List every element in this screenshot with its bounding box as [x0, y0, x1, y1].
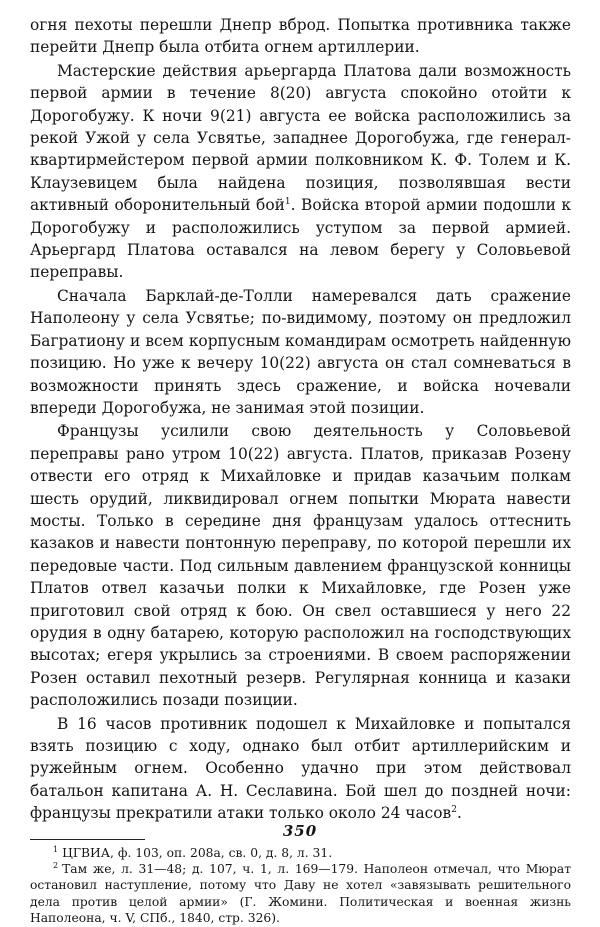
paragraph-4 — [30, 420, 571, 711]
footnote-ref-2[interactable]: 2 — [451, 805, 457, 816]
paragraph-1-text: огня пехоты перешли Днепр вброд. Попытка противника также перейти Днепр была отбита огнем артиллерии. — [30, 16, 571, 57]
paragraph-3-text: Сначала Барклай-де-Толли намеревался дать сражение Наполеону у села Усвятье; по-видимому, поэтому он предложил Багратиону и всем корпусным командирам осмотреть найденную позицию. Но уже к вечеру 10(22) августа он стал сомневаться в возможности принять здесь сражение, и войска ночевали впереди Дорогобужа, не занимая этой позиции. — [30, 286, 571, 417]
footnote-1-mark: 1 — [53, 844, 59, 854]
footnote-ref-1[interactable]: 1 — [284, 197, 291, 208]
paragraph-2 — [30, 60, 571, 284]
footnote-2 — [30, 861, 571, 927]
paragraph-2-text: Мастерские действия арьергарда Платова дали возможность первой армии в течение 8(20) августа спокойно отойти к Дорогобужу. К ночи 9(21) августа ее войска расположились за рекой Ужой у села Усвятье, западнее Дорогобужа, где генерал-квартирмейстером первой армии полковником К. Ф. Толем и К. Клаузевицем была найдена позиция, позволявшая вести активный оборонительный бой — [30, 61, 571, 215]
paragraph-5-text-after: . — [456, 804, 462, 823]
footnote-2-text: Там же, л. 31—48; д. 107, ч. 1, л. 169—179. Наполеон отмечал, что Мюрат остановил наступление, потому что Даву не хотел «завязывать решительного дела против целой армии» (Г. Жомини. Политическая и военная жизнь Наполеона, ч. V, СПб., 1840, стр. 326). — [30, 862, 571, 926]
footnote-1 — [30, 845, 571, 861]
paragraph-1 — [30, 14, 571, 59]
footnote-1-text: ЦГВИА, ф. 103, оп. 208а, св. 0, д. 8, л. 31. — [62, 845, 333, 860]
paragraph-5-text: В 16 часов противник подошел к Михайловке и попытался взять позицию с ходу, однако был отбит артиллерийским и ружейным огнем. Особенно удачно при этом действовал батальон капитана А. Н. Сеславина. Бой шел до поздней ночи: французы прекратили атаки только около 24 часов — [30, 714, 571, 823]
paragraph-3 — [30, 285, 571, 419]
page-number: 350 — [282, 822, 318, 840]
footnote-2-mark: 2 — [53, 861, 59, 871]
paragraph-4-text: Французы усилили свою деятельность у Соловьевой переправы рано утром 10(22) августа. Платов, приказав Розену отвести его отряд к Михайловке и придав казачьим полкам шесть орудий, ликвидировал огнем попытки Мюрата навести мосты. Только в середине дня французам удалось оттеснить казаков и навести понтонную переправу, по которой перешли их передовые части. Под сильным давлением французской конницы Платов отвел казачьи полки к Михайловке, где Розен уже приготовил свой отряд к бою. Он свел оставшиеся у него 22 орудия в одну батарею, которую расположил на господствующих высотах; егеря укрылись за строениями. В своем распоряжении Розен оставил пехотный резерв. Регулярная конница и казаки расположились позади позиции. — [30, 422, 571, 710]
paragraph-5 — [30, 713, 571, 825]
page-body — [30, 14, 571, 927]
paragraph-2-text-after: . Войска второй армии подошли к Дорогобужу и расположились уступом за первой армией. Арьергард Платова оставался на левом берегу у Соловьевой переправы. — [30, 196, 571, 282]
